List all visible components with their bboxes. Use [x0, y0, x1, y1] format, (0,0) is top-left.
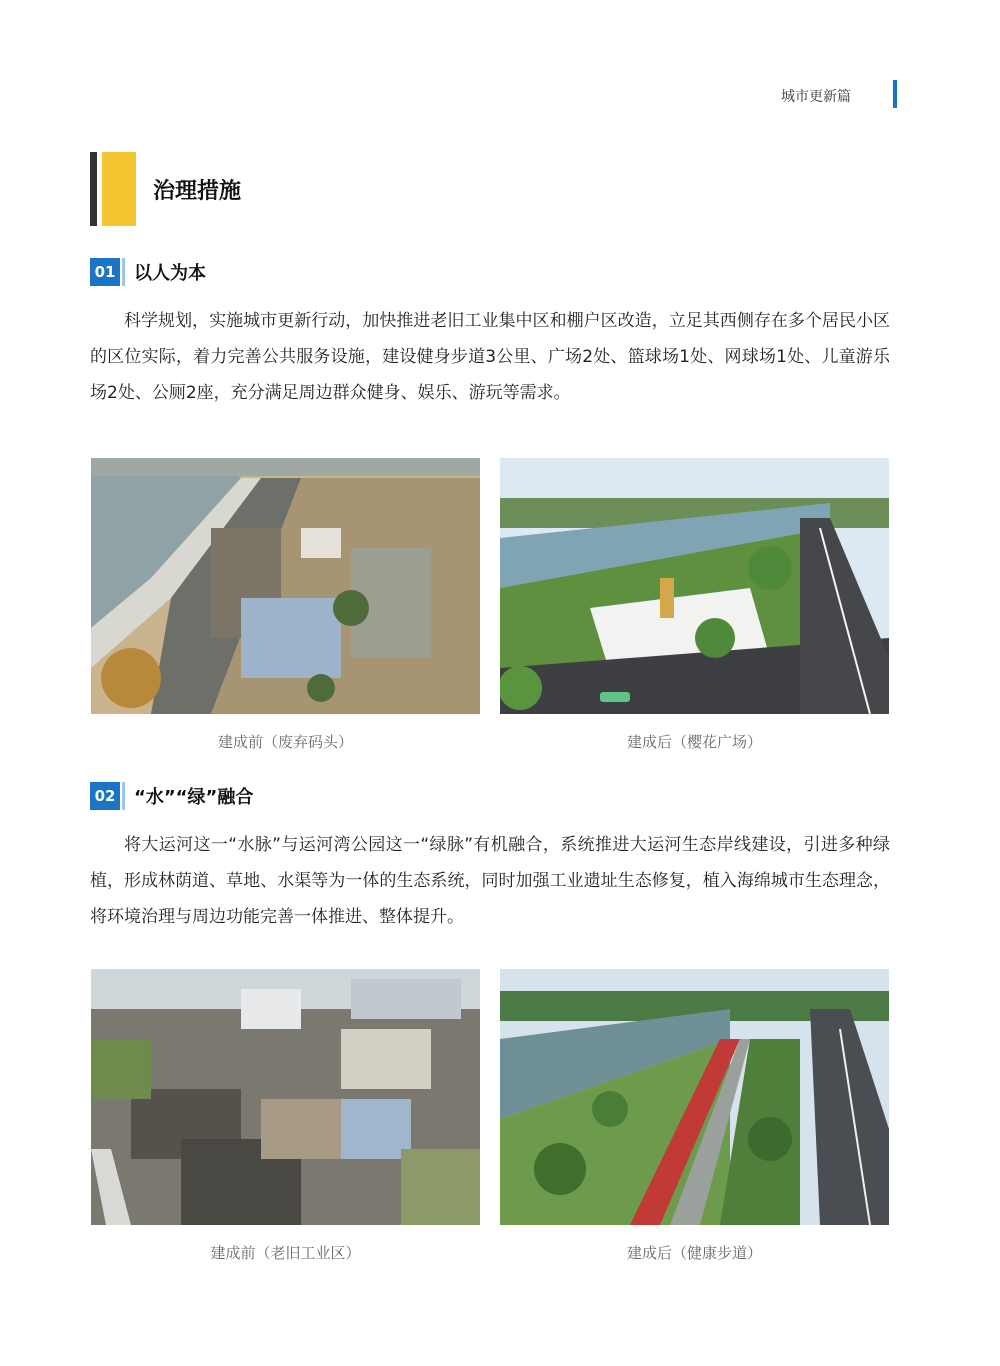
- section-title: 治理措施: [153, 179, 242, 204]
- chapter-tag: 城市更新篇: [781, 89, 851, 105]
- body-paragraph: 科学规划，实施城市更新行动，加快推进老旧工业集中区和棚户区改造，立足其西侧存在多个居民小区的区位实际，着力完善公共服务设施，建设健身步道3公里、广场2处、篮球场1处、网球场1处、儿童游乐场2处、公厕2座，充分满足周边群众健身、娱乐、游玩等需求。: [90, 311, 890, 403]
- photo-old-industrial-area: [91, 969, 480, 1225]
- subheading-01: [90, 258, 206, 286]
- photo-caption: 建成前（废弃码头）: [217, 733, 353, 751]
- photo-caption: 建成后（樱花广场）: [626, 733, 762, 751]
- photo-caption: 建成后（健康步道）: [626, 1244, 762, 1262]
- section-marker: [90, 152, 136, 226]
- subheading-title: “水”“绿”融合: [134, 787, 254, 808]
- number-badge: 01: [90, 258, 120, 286]
- body-paragraph: 将大运河这一“水脉”与运河湾公园这一“绿脉”有机融合，系统推进大运河生态岸线建设，引进多种绿植，形成林荫道、草地、水渠等为一体的生态系统，同时加强工业遗址生态修复，植入海绵城市生态理念，将环境治理与周边功能完善一体推进、整体提升。: [90, 835, 890, 927]
- photo-health-trail: [500, 969, 889, 1225]
- photo-cherry-square: [500, 458, 889, 714]
- photo-caption: 建成前（老旧工业区）: [210, 1244, 361, 1262]
- subheading-02: [90, 782, 253, 810]
- number-badge: 02: [90, 782, 120, 810]
- subheading-title: 以人为本: [134, 263, 206, 284]
- photo-abandoned-wharf: [91, 458, 480, 714]
- chapter-accent-bar: [893, 80, 897, 108]
